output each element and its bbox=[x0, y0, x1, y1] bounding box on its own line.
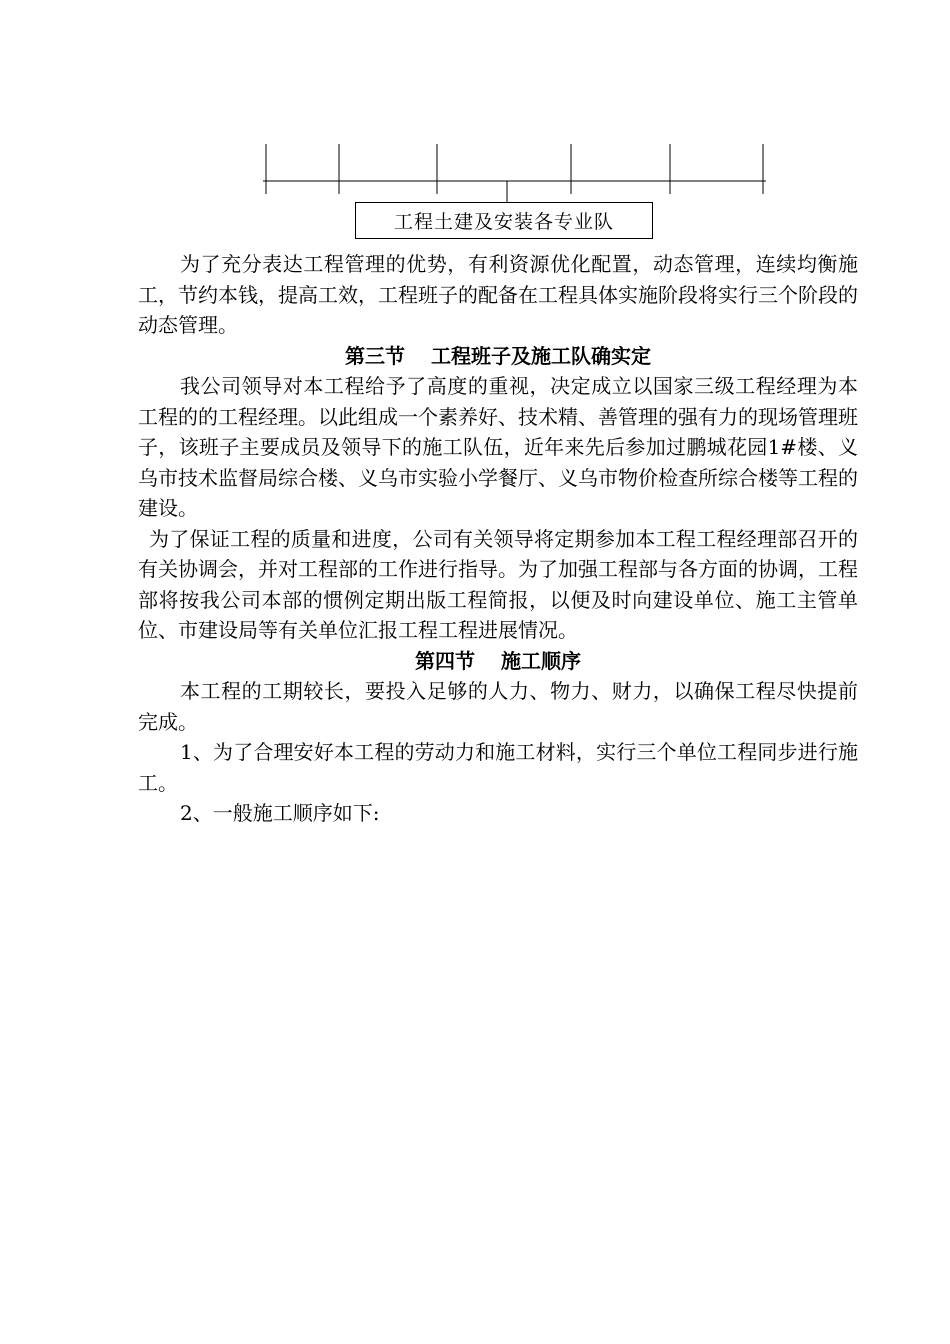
section-4-heading bbox=[138, 646, 858, 677]
org-box-label: 工程土建及安装各专业队 bbox=[393, 211, 614, 233]
document-body bbox=[138, 249, 858, 829]
section-4-number: 第四节 bbox=[415, 648, 475, 673]
paragraph-management-advantage: 为了充分表达工程管理的优势，有利资源优化配置，动态管理，连续均衡施工，节约本钱，提高工效，工程班子的配备在工程具体实施阶段将实行三个阶段的动态管理。 bbox=[138, 252, 858, 337]
section-3-number: 第三节 bbox=[345, 343, 405, 368]
org-box-professional-teams bbox=[355, 202, 653, 239]
paragraph-project-team: 我公司领导对本工程给予了高度的重视，决定成立以国家三级工程经理为本工程的的工程经理。以此组成一个素养好、技术精、善管理的强有力的现场管理班子，该班子主要成员及领导下的施工队伍，近年来先后参加过鹏城花园1#楼、义乌市技术监督局综合楼、义乌市实验小学餐厅、义乌市物价检查所综合楼等工程的建设。 bbox=[138, 374, 858, 520]
paragraph-item-1: 1、为了合理安好本工程的劳动力和施工材料，实行三个单位工程同步进行施工。 bbox=[138, 740, 858, 795]
section-3-heading bbox=[138, 341, 858, 372]
section-3-title: 工程班子及施工队确实定 bbox=[431, 343, 651, 368]
section-4-title: 施工顺序 bbox=[501, 648, 581, 673]
paragraph-quality-progress: 为了保证工程的质量和进度，公司有关领导将定期参加本工程工程经理部召开的有关协调会，并对工程部的工作进行指导。为了加强工程部与各方面的协调，工程部将按我公司本部的惯例定期出版工程简报，以便及时向建设单位、施工主管单位、市建设局等有关单位汇报工程工程进展情况。 bbox=[138, 526, 858, 642]
paragraph-item-2: 2、一般施工顺序如下: bbox=[180, 801, 380, 825]
paragraph-construction-period: 本工程的工期较长，要投入足够的人力、物力、财力，以确保工程尽快提前完成。 bbox=[138, 679, 858, 734]
